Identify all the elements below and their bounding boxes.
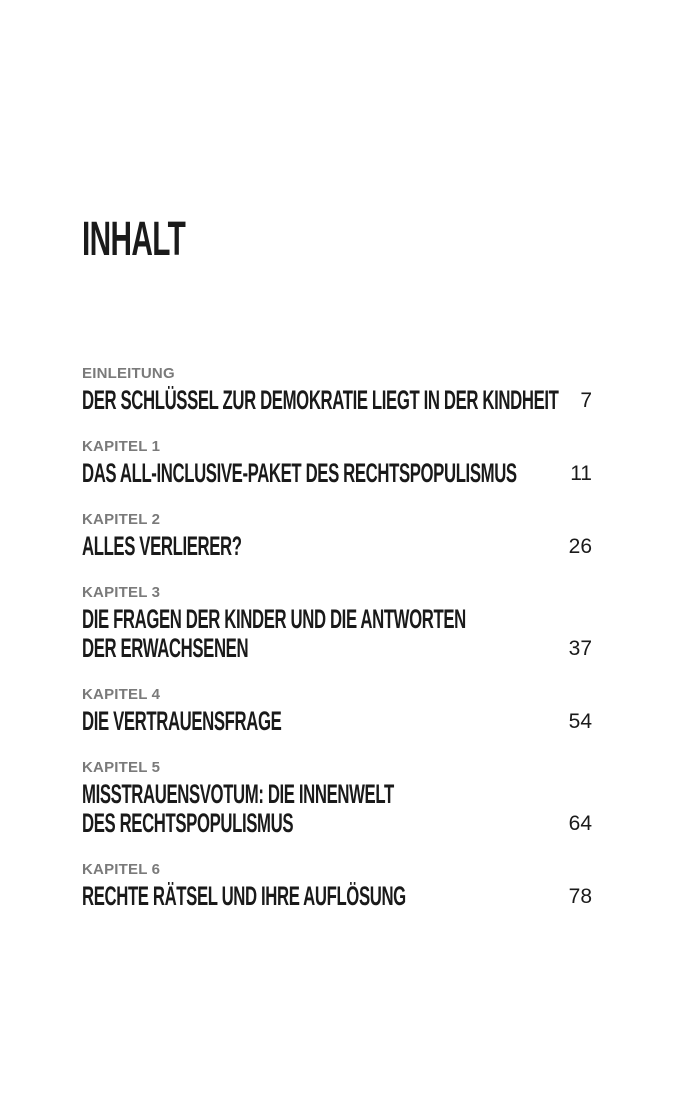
toc-entry-title: [82, 707, 392, 736]
toc-entry-title: [82, 604, 466, 663]
toc-spacer: [82, 561, 592, 583]
toc-spacer: [82, 488, 592, 510]
toc-entry-chapter-4[interactable]: [82, 685, 592, 736]
toc-entry-chapter-6[interactable]: [82, 860, 592, 911]
page-title: INHALT: [82, 213, 186, 266]
toc-entry-title-line: DER ERWACHSENEN: [82, 633, 249, 663]
toc-entry-title-line: DIE VERTRAUENSFRAGE: [82, 706, 282, 736]
toc-entry-title-line: RECHTE RÄTSEL UND IHRE AUFLÖSUNG: [82, 881, 406, 911]
toc-entry-title: [82, 881, 406, 911]
toc-entry-title: [82, 780, 392, 838]
toc-entry-page-number: 37: [568, 637, 592, 660]
toc-entry-title-line: DAS ALL-INCLUSIVE-PAKET DES RECHTSPOPULISMUS: [82, 458, 517, 488]
toc-entry-title: [82, 385, 559, 415]
toc-entry-title-line: MISSTRAUENSVOTUM: DIE INNENWELT: [82, 779, 394, 809]
toc-entry-kicker: KAPITEL 5: [82, 759, 161, 776]
toc-entry-chapter-3[interactable]: [82, 583, 592, 663]
toc-entry-introduction[interactable]: [82, 364, 592, 415]
toc-entry-kicker: KAPITEL 1: [82, 438, 161, 455]
toc-entry-title-line: ALLES VERLIERER?: [82, 531, 242, 561]
toc-entry-kicker: KAPITEL 2: [82, 511, 161, 528]
toc-entry-title: [82, 458, 517, 488]
toc-entry-title-line: DIE FRAGEN DER KINDER UND DIE ANTWORTEN: [82, 604, 466, 634]
toc-entry-kicker: KAPITEL 4: [82, 686, 161, 703]
toc-spacer: [82, 838, 592, 860]
toc-entry-title-line: DER SCHLÜSSEL ZUR DEMOKRATIE LIEGT IN DER KINDHEIT: [82, 385, 559, 415]
toc-entry-kicker: EINLEITUNG: [82, 365, 175, 382]
toc-entry-page-number: 7: [580, 389, 592, 412]
toc-entry-kicker: KAPITEL 6: [82, 861, 161, 878]
toc-entry-page-number: 26: [568, 535, 592, 558]
toc-entry-page-number: 54: [568, 710, 592, 733]
toc-entry-page-number: 78: [568, 885, 592, 908]
toc-spacer: [82, 663, 592, 685]
toc-entry-chapter-5[interactable]: [82, 758, 592, 838]
table-of-contents: [82, 364, 592, 911]
toc-entry-chapter-2[interactable]: [82, 510, 592, 561]
toc-entry-page-number: 11: [570, 462, 592, 485]
toc-spacer: [82, 736, 592, 758]
toc-entry-title: [82, 532, 392, 561]
toc-entry-chapter-1[interactable]: [82, 437, 592, 488]
toc-entry-kicker: KAPITEL 3: [82, 584, 161, 601]
toc-entry-title-line: DES RECHTSPOPULISMUS: [82, 808, 294, 838]
toc-spacer: [82, 415, 592, 437]
toc-entry-page-number: 64: [568, 812, 592, 835]
